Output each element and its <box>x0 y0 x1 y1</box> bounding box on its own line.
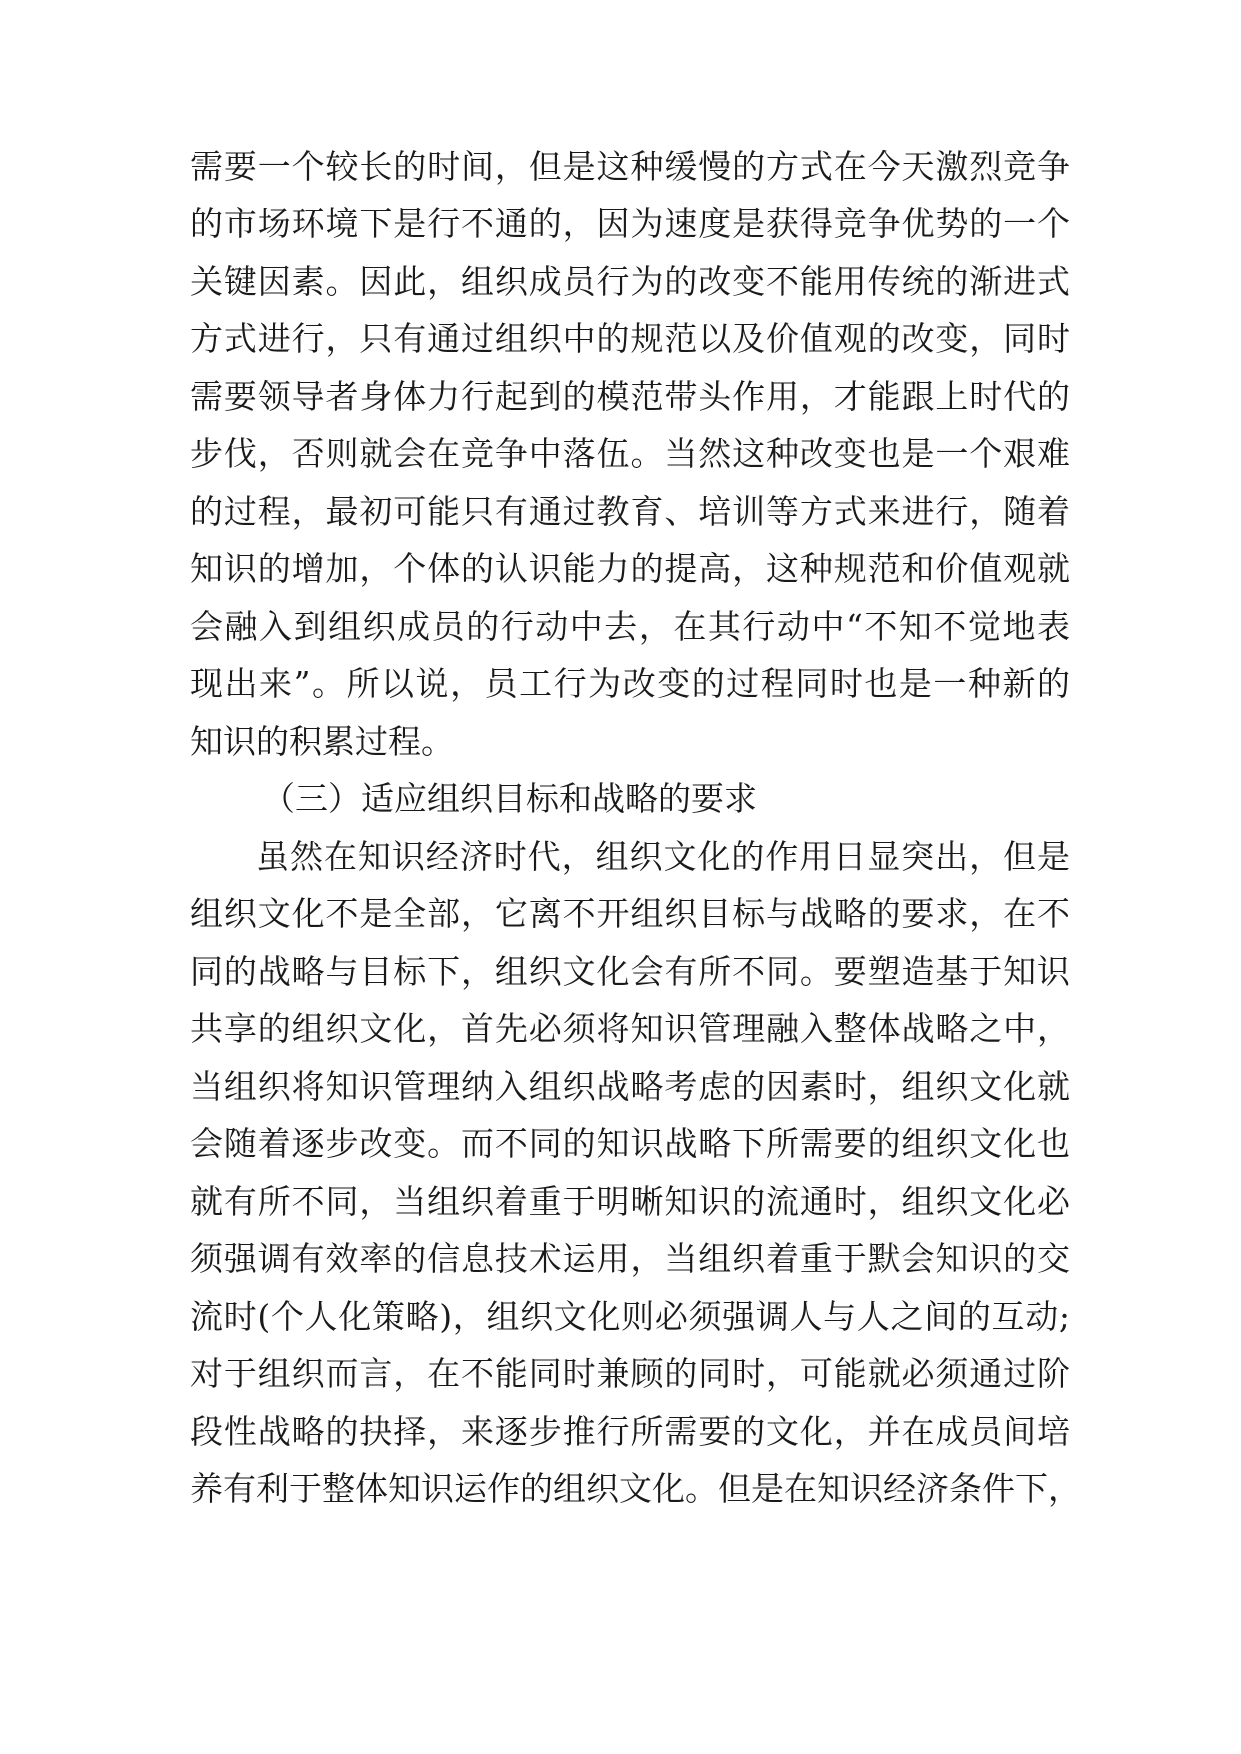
text-line: 须强调有效率的信息技术运用，当组织着重于默会知识的交 <box>190 1239 1070 1278</box>
text-line: 养有利于整体知识运作的组织文化。但是在知识经济条件下， <box>190 1469 1081 1508</box>
text-line: 同的战略与目标下，组织文化会有所不同。要塑造基于知识 <box>190 952 1070 991</box>
text-line: 关键因素。因此，组织成员行为的改变不能用传统的渐进式 <box>190 262 1070 301</box>
text-line: 方式进行，只有通过组织中的规范以及价值观的改变，同时 <box>190 319 1070 358</box>
text-line: 当组织将知识管理纳入组织战略考虑的因素时，组织文化就 <box>190 1067 1070 1106</box>
text-line: 现出来”。所以说，员工行为改变的过程同时也是一种新的 <box>190 664 1070 703</box>
text-line: 步伐，否则就会在竞争中落伍。当然这种改变也是一个艰难 <box>190 434 1070 473</box>
text-line: 流时(个人化策略)，组织文化则必须强调人与人之间的互动; <box>190 1297 1070 1336</box>
text-line: 知识的积累过程。 <box>190 722 454 761</box>
text-line: 需要一个较长的时间，但是这种缓慢的方式在今天激烈竞争 <box>190 147 1070 186</box>
text-line: 会融入到组织成员的行动中去，在其行动中“不知不觉地表 <box>190 607 1070 646</box>
text-line: 对于组织而言，在不能同时兼顾的同时，可能就必须通过阶 <box>190 1354 1070 1393</box>
text-line: 的市场环境下是行不通的，因为速度是获得竞争优势的一个 <box>190 204 1070 243</box>
section-heading: （三）适应组织目标和战略的要求 <box>262 779 757 818</box>
text-line: 会随着逐步改变。而不同的知识战略下所需要的组织文化也 <box>190 1124 1070 1163</box>
text-line: 段性战略的抉择，来逐步推行所需要的文化，并在成员间培 <box>190 1412 1070 1451</box>
text-line: 知识的增加，个体的认识能力的提高，这种规范和价值观就 <box>190 549 1070 588</box>
text-line: 需要领导者身体力行起到的模范带头作用，才能跟上时代的 <box>190 377 1070 416</box>
text-line: 就有所不同，当组织着重于明晰知识的流通时，组织文化必 <box>190 1182 1070 1221</box>
text-line: 共享的组织文化，首先必须将知识管理融入整体战略之中， <box>190 1009 1070 1048</box>
text-line: 的过程，最初可能只有通过教育、培训等方式来进行，随着 <box>190 492 1070 531</box>
text-line: 组织文化不是全部，它离不开组织目标与战略的要求，在不 <box>190 894 1070 933</box>
text-line: 虽然在知识经济时代，组织文化的作用日显突出，但是 <box>256 837 1070 876</box>
